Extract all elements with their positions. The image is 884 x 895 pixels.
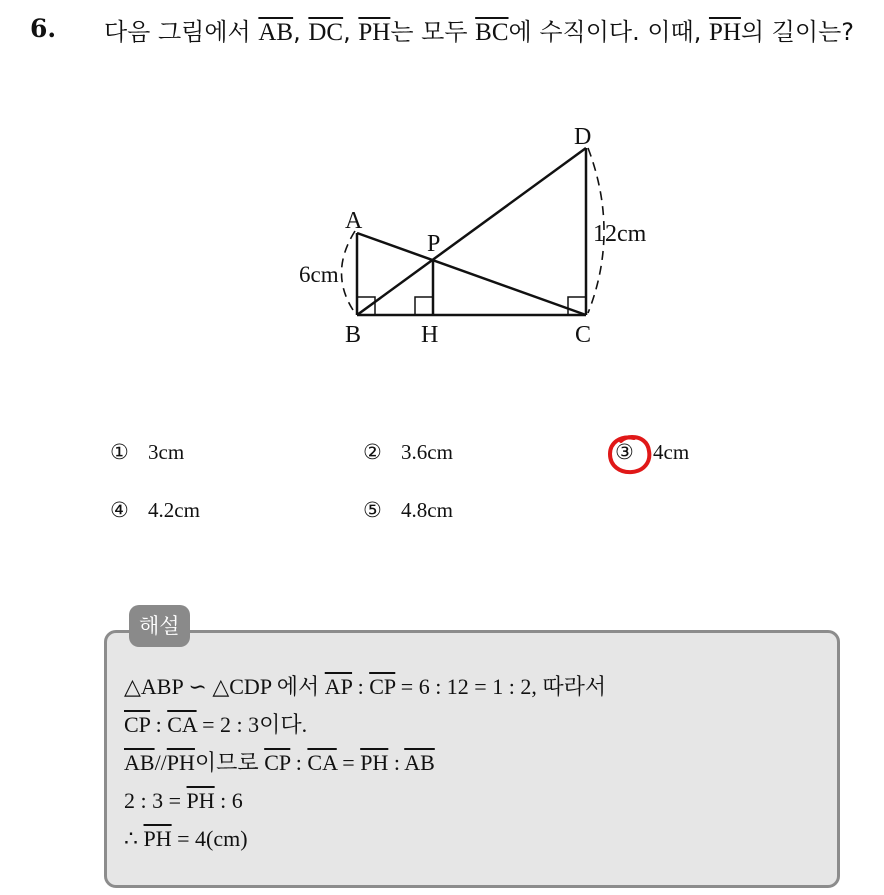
solution-line-1: △ABP ∽ △CDP 에서 $\overline{AP}$ : $\overline{CP} = 6$ : 12 = 1 : 2, 따라서 (124, 674, 607, 699)
geometry-figure (290, 118, 690, 358)
label-c: C (575, 322, 592, 348)
segment-ac (357, 233, 586, 315)
choice-1[interactable]: ① 3cm (110, 440, 185, 464)
right-angle-h (415, 297, 433, 315)
question-number: 6. (30, 14, 57, 43)
choice-5[interactable]: ⑤ 4.8cm (363, 498, 453, 522)
label-h: H (421, 322, 439, 348)
label-d: D (574, 124, 592, 150)
length-ab-label: 6cm (299, 262, 339, 287)
segment-bd (357, 148, 586, 315)
length-dc-label: 12cm (593, 221, 647, 247)
answer-circle-mark (604, 431, 656, 479)
solution-line-3: $\overline{AB}//\overline{PH}$이므로 $\overline{CP}$ : $\overline{CA} = \overline{PH}$ : $\overline{AB}$ (124, 750, 435, 775)
label-a: A (345, 208, 363, 234)
solution-line-5: ∴ $\overline{PH} = 4(cm)$ (124, 826, 248, 851)
solution-text (124, 668, 824, 858)
label-b: B (345, 322, 362, 348)
label-p: P (427, 231, 441, 257)
choice-3[interactable]: ③ 4cm (615, 440, 690, 464)
solution-line-2: $\overline{CP}$ : $\overline{CA} = 2$ : 3이다. (124, 712, 308, 737)
dashed-arc-ab (342, 231, 356, 313)
solution-line-4: 2 : $3 = \overline{PH}$ : 6 (124, 788, 243, 813)
choice-2[interactable]: ② 3.6cm (363, 440, 453, 464)
solution-tab: 해설 (129, 605, 190, 647)
question-text: 다음 그림에서 $\overline{AB}$, $\overline{DC}$, $\overline{PH}$는 모두 $\overline{BC}$에 수직이다. 이때, $\overline{PH}$의 길이는? (104, 18, 855, 46)
choice-4[interactable]: ④ 4.2cm (110, 498, 200, 522)
